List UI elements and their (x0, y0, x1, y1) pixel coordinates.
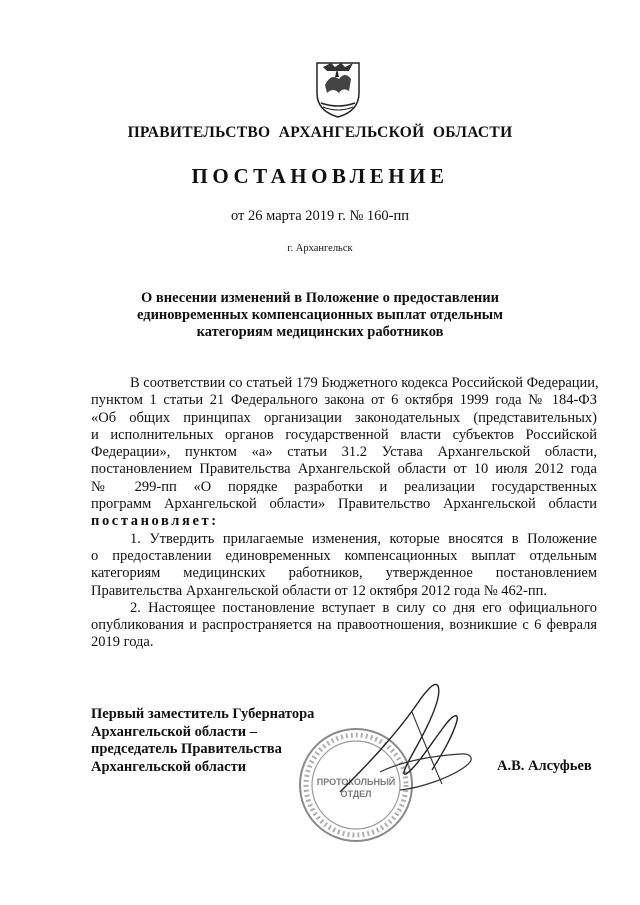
body-line: пунктом 1 статьи 21 Федерального закона от 6 октября 1999 года № 184-ФЗ (91, 392, 597, 409)
resolution-word: постановляет: (91, 513, 219, 530)
position-line: Первый заместитель Губернатора (91, 706, 315, 722)
document-date-number: от 26 марта 2019 г. № 160-пп (230, 208, 410, 224)
body-line: № 299-пп «О порядке разработки и реализации государственных (91, 478, 597, 495)
body-line: опубликования и распространяется на правоотношения, возникшие с 6 февраля (91, 617, 597, 634)
body-line: 2019 года. (91, 634, 154, 651)
subject-line: О внесении изменений в Положение о предоставлении (141, 290, 499, 306)
handwritten-signature (320, 672, 485, 802)
subject-line: категориям медицинских работников (196, 324, 444, 340)
coat-of-arms-icon (313, 57, 363, 119)
stamp-text: ОТДЕЛ (340, 789, 372, 799)
signatory-position (91, 706, 314, 776)
document-city: г. Архангельск (287, 243, 353, 254)
document-subject (0, 290, 640, 341)
body-line: 2. Настоящее постановление вступает в силу со дня его официального (130, 599, 597, 616)
body-line: постановлением Правительства Архангельской области от 10 июля 2012 года (91, 461, 597, 478)
document-type: ПОСТАНОВЛЕНИЕ (191, 164, 449, 188)
position-line: председатель Правительства (91, 741, 282, 757)
subject-line: единовременных компенсационных выплат отдельным (137, 307, 503, 323)
body-line: и исполнительных органов государственной власти субъектов Российской (91, 426, 597, 443)
position-line: Архангельской области (91, 758, 247, 775)
stamp-text: ПРОТОКОЛЬНЫЙ (316, 777, 396, 787)
organization-name: ПРАВИТЕЛЬСТВО АРХАНГЕЛЬСКОЙ ОБЛАСТИ (127, 124, 513, 141)
body-line: В соответствии со статьей 179 Бюджетного кодекса Российской Федерации, (130, 375, 599, 391)
body-line: программ Архангельской области» Правительство Архангельской области (91, 496, 597, 513)
body-line: 1. Утвердить прилагаемые изменения, которые вносятся в Положение (130, 530, 597, 547)
body-line: Федерации», пунктом «а» статьи 31.2 Устава Архангельской области, (91, 444, 597, 461)
body-line: о предоставлении единовременных компенсационных выплат отдельным (91, 547, 597, 564)
body-line: категориям медицинских работников, утвержденное постановлением (91, 565, 597, 582)
document-body (91, 375, 597, 652)
body-line: Правительства Архангельской области от 12 октября 2012 года № 462-пп. (91, 582, 548, 599)
signatory-name: А.В. Алсуфьев (497, 758, 592, 774)
position-line: Архангельской области – (91, 723, 257, 740)
body-line: «Об общих принципах организации законодательных (представительных) (91, 409, 597, 426)
